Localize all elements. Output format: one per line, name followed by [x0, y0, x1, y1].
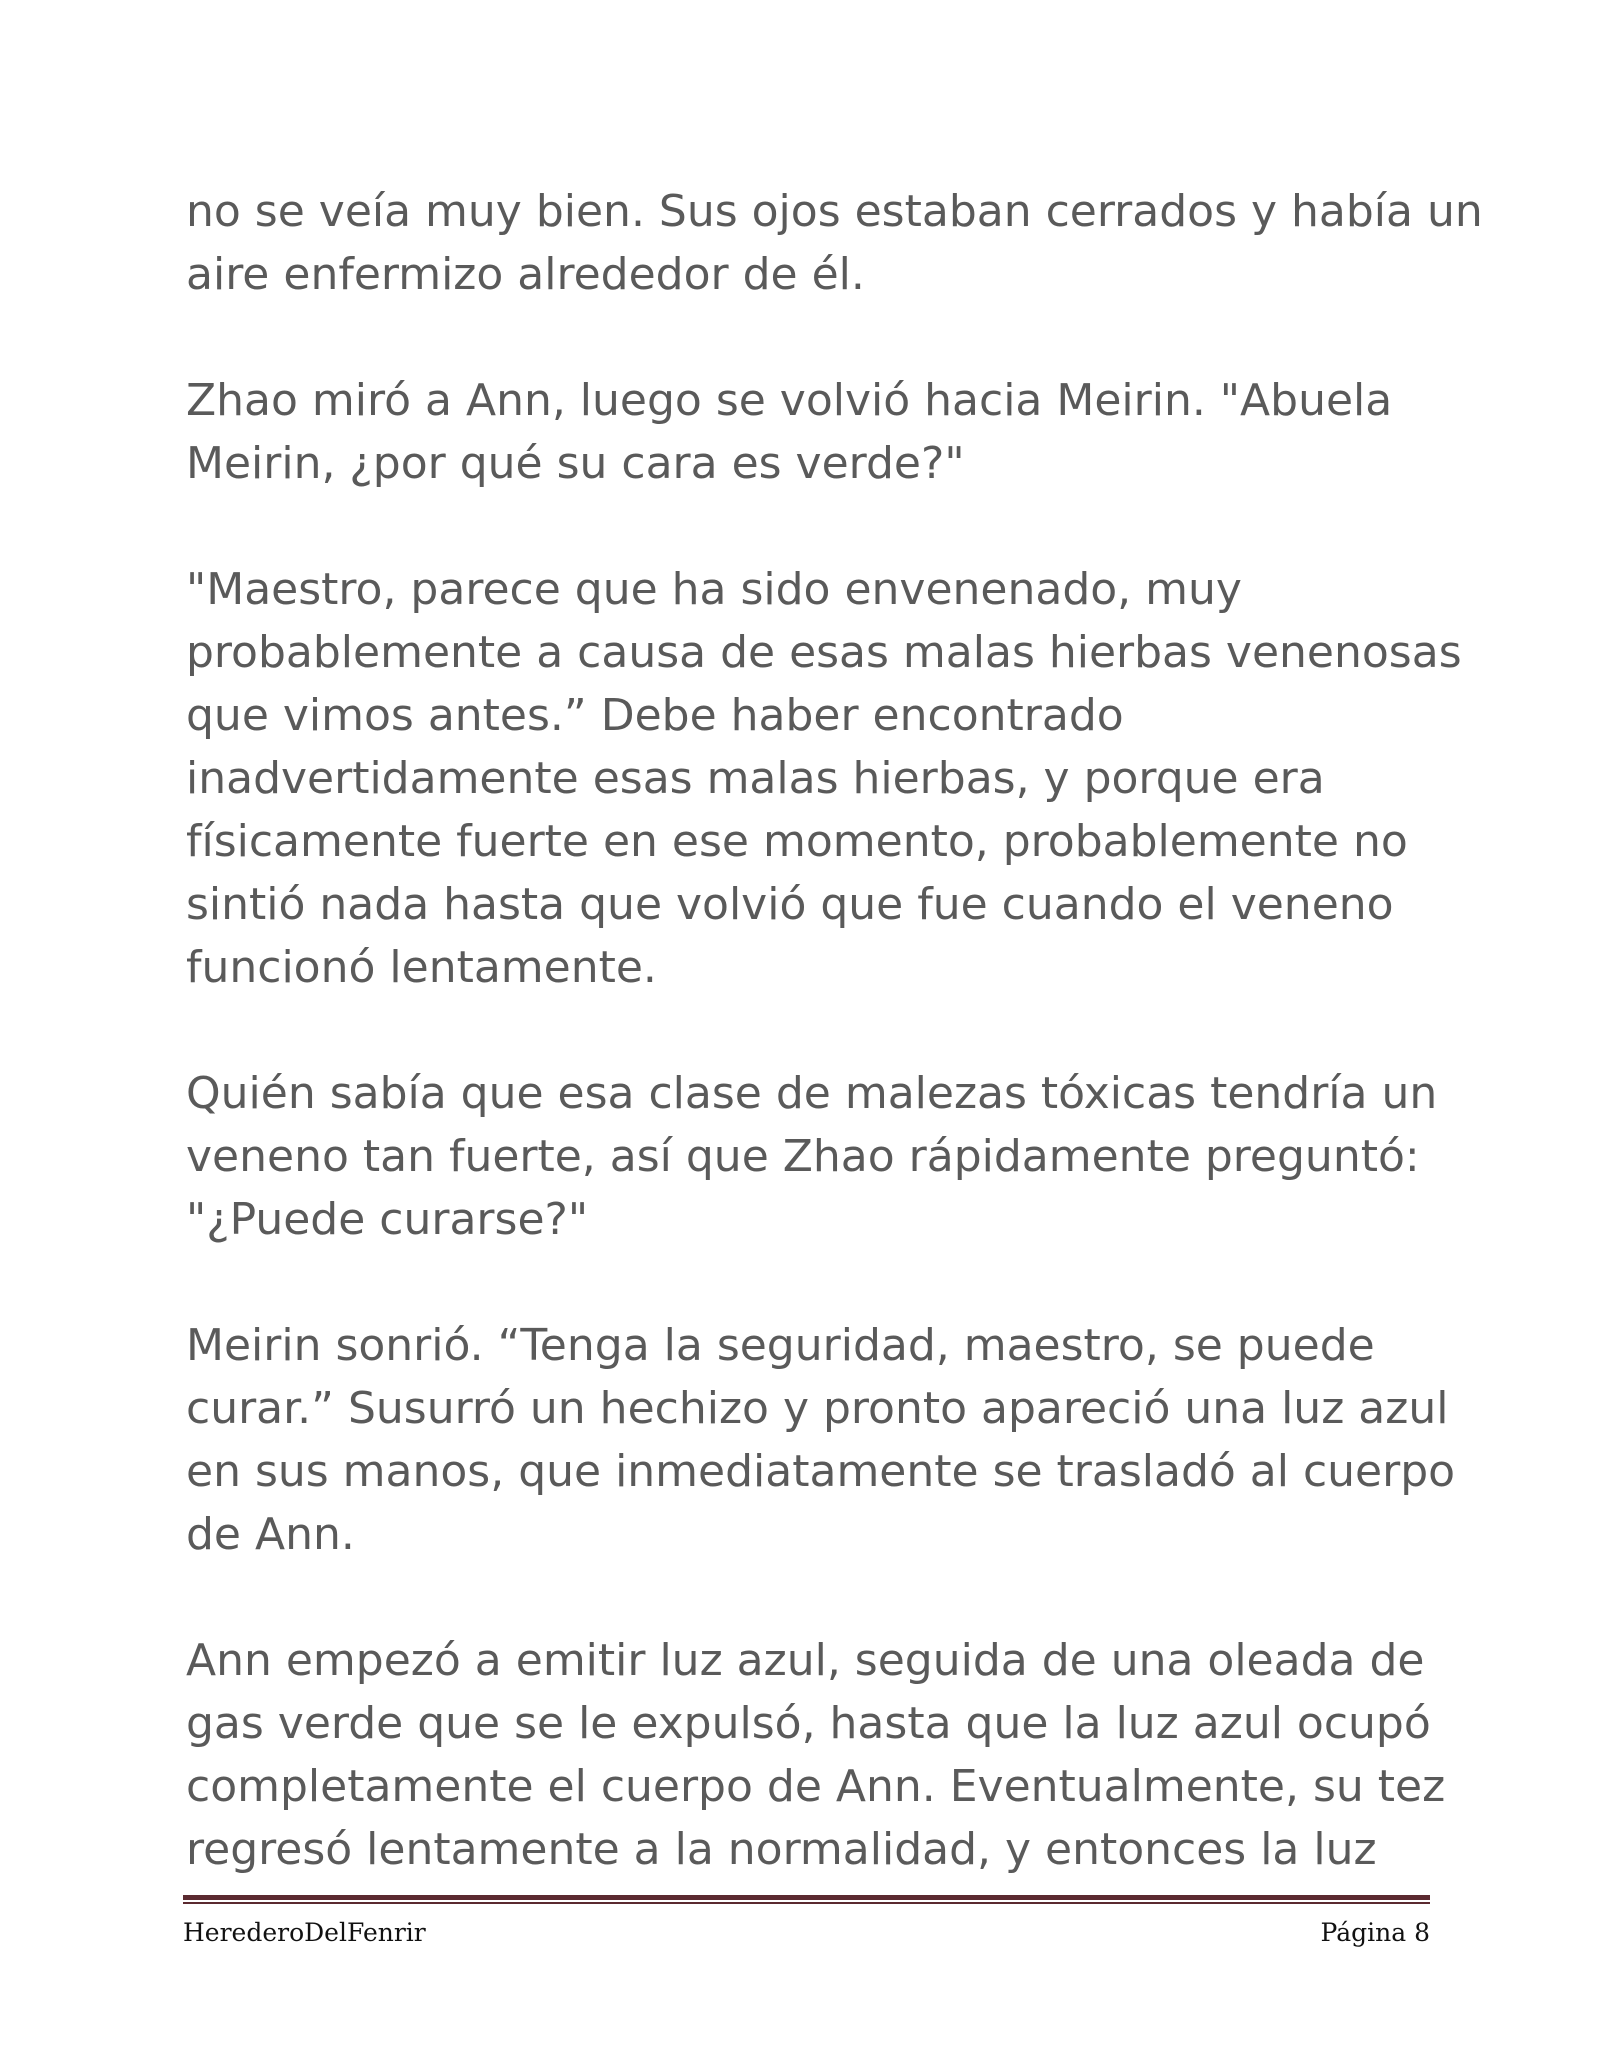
- body-text: [186, 180, 1483, 1881]
- text-line: "¿Puede curarse?": [186, 1194, 589, 1245]
- text-line: curar.” Susurró un hechizo y pronto apareció una luz azul: [186, 1383, 1449, 1434]
- text-line: en sus manos, que inmediatamente se trasladó al cuerpo: [186, 1446, 1456, 1497]
- text-line: físicamente fuerte en ese momento, probablemente no: [186, 816, 1408, 867]
- text-line: aire enfermizo alrededor de él.: [186, 249, 865, 300]
- page-number: Página 8: [1320, 1918, 1430, 1947]
- text-line: de Ann.: [186, 1509, 355, 1560]
- text-line: que vimos antes.” Debe haber encontrado: [186, 690, 1124, 741]
- text-line: no se veía muy bien. Sus ojos estaban cerrados y había un: [186, 186, 1483, 237]
- paragraph: [186, 558, 1462, 999]
- footer-row: [183, 1918, 1430, 1947]
- footer-author: HerederoDelFenrir: [183, 1918, 426, 1947]
- footer-rule-thin: [183, 1902, 1430, 1904]
- text-line: Zhao miró a Ann, luego se volvió hacia Meirin. "Abuela: [186, 375, 1393, 426]
- text-line: "Maestro, parece que ha sido envenenado, muy: [186, 564, 1242, 615]
- text-line: Meirin sonrió. “Tenga la seguridad, maestro, se puede: [186, 1320, 1375, 1371]
- paragraph: [186, 1314, 1456, 1566]
- text-line: probablemente a causa de esas malas hierbas venenosas: [186, 627, 1462, 678]
- paragraph: [186, 1629, 1446, 1881]
- text-line: sintió nada hasta que volvió que fue cuando el veneno: [186, 879, 1394, 930]
- text-line: funcionó lentamente.: [186, 942, 657, 993]
- paragraph: [186, 369, 1446, 495]
- text-line: Quién sabía que esa clase de malezas tóxicas tendría un: [186, 1068, 1438, 1119]
- text-line: inadvertidamente esas malas hierbas, y porque era: [186, 753, 1325, 804]
- text-line: Ann empezó a emitir luz azul, seguida de una oleada de: [186, 1635, 1425, 1686]
- text-line: completamente el cuerpo de Ann. Eventualmente, su tez: [186, 1761, 1446, 1812]
- text-line: gas verde que se le expulsó, hasta que la luz azul ocupó: [186, 1698, 1431, 1749]
- text-line: veneno tan fuerte, así que Zhao rápidamente preguntó:: [186, 1131, 1420, 1182]
- text-line: regresó lentamente a la normalidad, y entonces la luz: [186, 1824, 1377, 1875]
- paragraph: [186, 1062, 1446, 1251]
- text-line: Meirin, ¿por qué su cara es verde?": [186, 438, 965, 489]
- page-footer: [183, 1895, 1430, 1947]
- paragraph: [186, 180, 1483, 306]
